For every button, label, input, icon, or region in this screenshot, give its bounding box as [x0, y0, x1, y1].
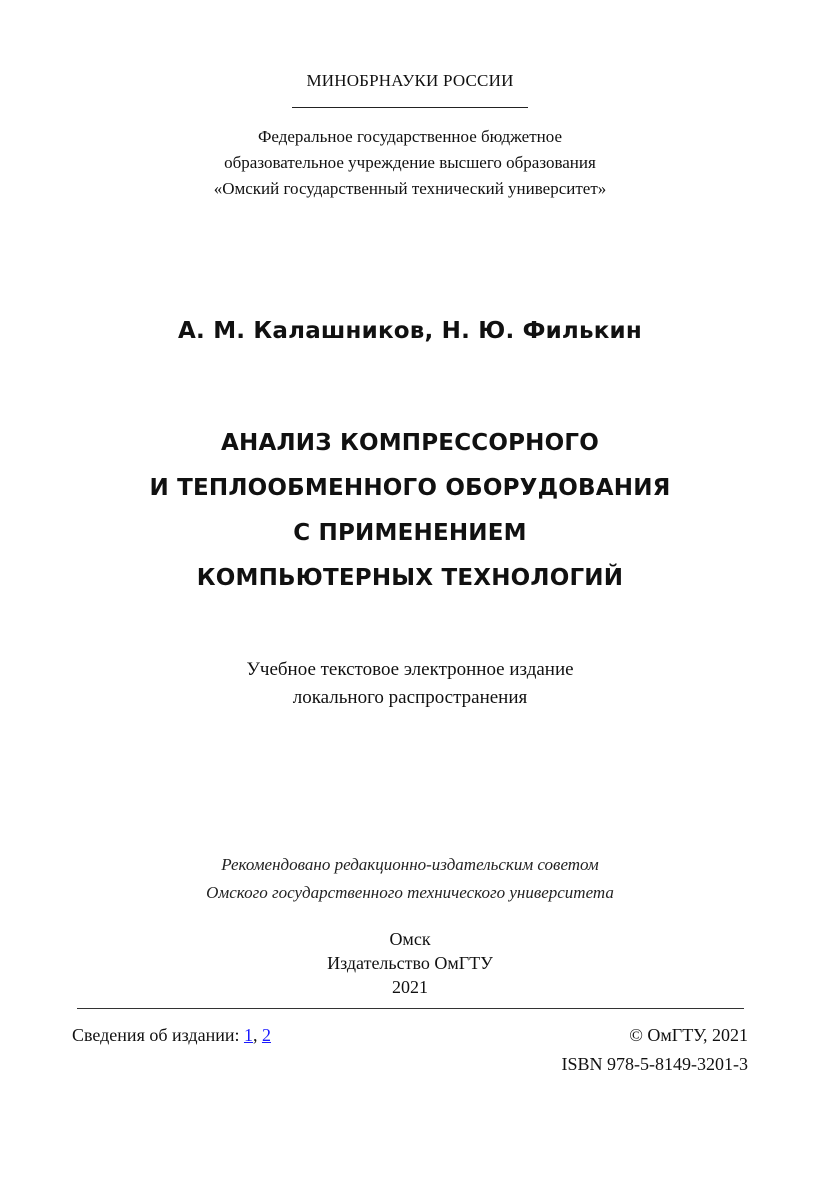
imprint	[0, 927, 820, 999]
imprint-year: 2021	[392, 977, 428, 997]
edition-info-label: Сведения об издании:	[72, 1025, 240, 1045]
institution-line: Федеральное государственное бюджетное	[257, 127, 563, 146]
footer-divider	[77, 1008, 744, 1009]
authors: А. М. Калашников, Н. Ю. Филькин	[178, 318, 642, 344]
imprint-city: Омск	[389, 929, 431, 949]
edition-type	[0, 656, 820, 712]
edition-info-link-2[interactable]: 2	[261, 1025, 271, 1045]
title-line: КОМПЬЮТЕРНЫХ ТЕХНОЛОГИЙ	[196, 565, 624, 591]
book-title	[0, 421, 820, 601]
link-separator: ,	[252, 1025, 258, 1045]
recommendation-line: Омского государственного технического университета	[206, 883, 614, 902]
recommendation-line: Рекомендовано редакционно-издательским советом	[221, 855, 599, 874]
recommendation	[0, 851, 820, 907]
edition-info-link-1[interactable]: 1	[243, 1025, 253, 1045]
ministry-underline	[292, 107, 528, 108]
copyright: © ОмГТУ, 2021	[629, 1025, 748, 1045]
ministry-name: МИНОБРНАУКИ РОССИИ	[306, 71, 514, 90]
title-line: АНАЛИЗ КОМПРЕССОРНОГО	[221, 430, 599, 456]
institution-line: образовательное учреждение высшего образования	[224, 153, 596, 172]
edition-info	[72, 1025, 271, 1046]
institution-line: «Омский государственный технический университет»	[213, 179, 607, 198]
institution-name	[0, 124, 820, 202]
edition-line: Учебное текстовое электронное издание	[246, 659, 574, 680]
imprint-publisher: Издательство ОмГТУ	[327, 953, 493, 973]
title-line: С ПРИМЕНЕНИЕМ	[293, 520, 527, 546]
edition-line: локального распространения	[292, 687, 528, 708]
title-line: И ТЕПЛООБМЕННОГО ОБОРУДОВАНИЯ	[149, 475, 671, 501]
isbn: ISBN 978-5-8149-3201-3	[561, 1054, 748, 1074]
